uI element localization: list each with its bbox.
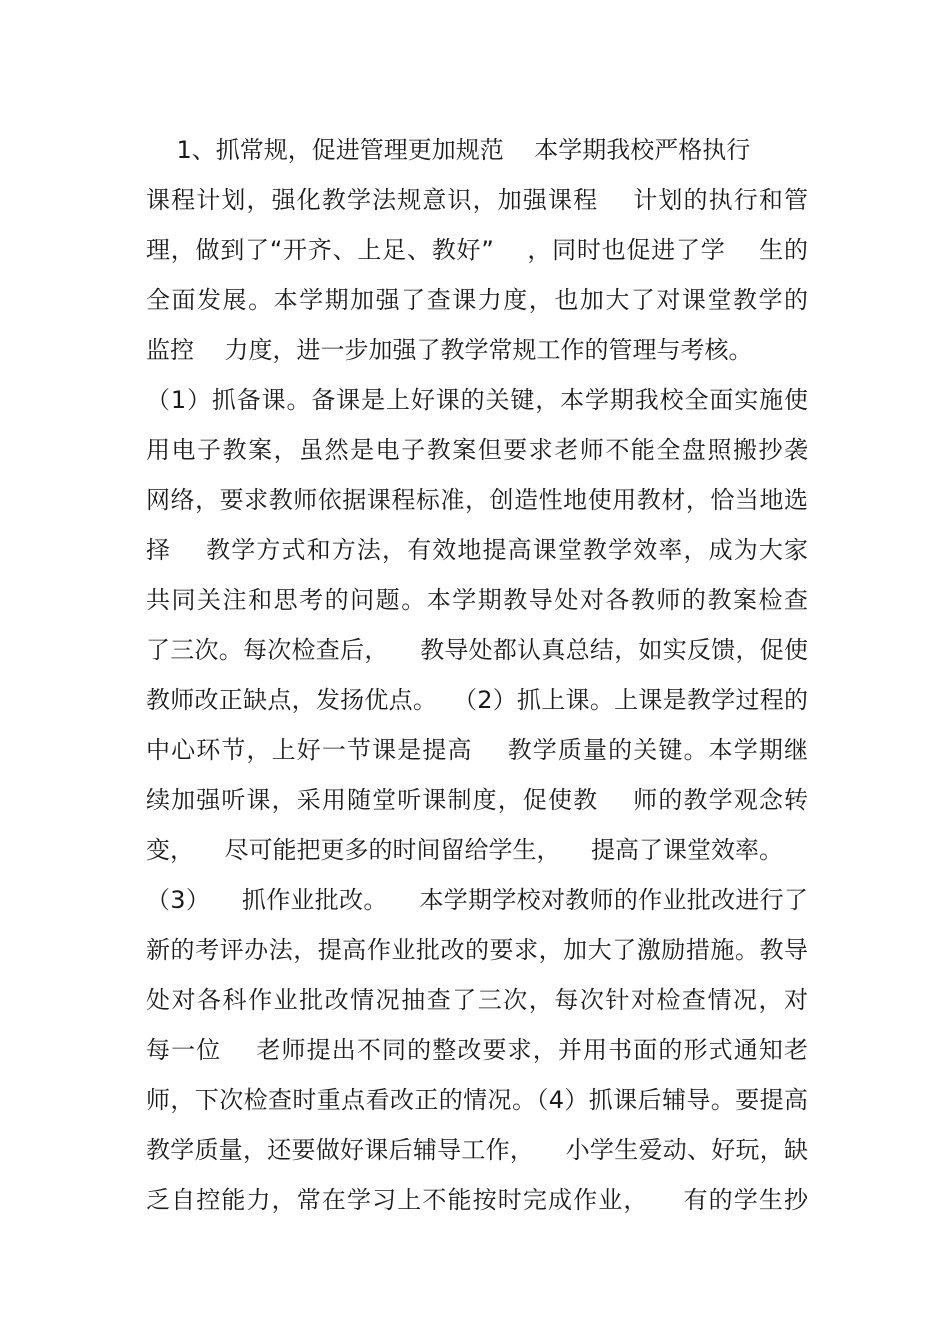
text-line: 每一位 老师提出不同的整改要求，并用书面的形式通知老	[146, 1036, 808, 1064]
text-line: 中心环节，上好一节课是提高 教学质量的关键。本学期继	[146, 736, 808, 764]
text-line: 乏自控能力，常在学习上不能按时完成作业， 有的学生抄	[146, 1186, 808, 1214]
text-line: 处对各科作业批改情况抽查了三次，每次针对检查情况，对	[146, 986, 808, 1014]
text-line: 1、抓常规，促进管理更加规范 本学期我校严格执行	[146, 136, 751, 164]
text-line: （3） 抓作业批改。 本学期学校对教师的作业批改进行了	[146, 886, 808, 914]
text-line: 理，做到了“开齐、上足、教好” ，同时也促进了学 生的	[146, 236, 808, 264]
text-line: 续加强听课，采用随堂听课制度，促使教 师的教学观念转	[146, 786, 808, 814]
text-line: 监控 力度，进一步加强了教学常规工作的管理与考核。	[146, 336, 753, 364]
text-line: 新的考评办法，提高作业批改的要求，加大了激励措施。教导	[146, 936, 808, 964]
text-line: 教师改正缺点，发扬优点。 （2）抓上课。上课是教学过程的	[146, 686, 808, 714]
text-line: 了三次。每次检查后， 教导处都认真总结，如实反馈，促使	[146, 636, 808, 664]
text-line: 共同关注和思考的问题。本学期教导处对各教师的教案检查	[146, 586, 808, 614]
text-line: 课程计划，强化教学法规意识，加强课程 计划的执行和管	[146, 186, 808, 214]
text-line: 全面发展。本学期加强了查课力度，也加大了对课堂教学的	[146, 286, 808, 314]
text-line: 择 教学方式和方法，有效地提高课堂教学效率，成为大家	[146, 536, 808, 564]
text-line: 教学质量，还要做好课后辅导工作， 小学生爱动、好玩，缺	[146, 1136, 808, 1164]
text-line: 网络，要求教师依据课程标准，创造性地使用教材，恰当地选	[146, 486, 808, 514]
body-text	[146, 125, 808, 1225]
text-line: 用电子教案，虽然是电子教案但要求老师不能全盘照搬抄袭	[146, 436, 808, 464]
text-line: （1）抓备课。备课是上好课的关键，本学期我校全面实施使	[146, 386, 808, 414]
text-line: 变， 尽可能把更多的时间留给学生， 提高了课堂效率。	[146, 836, 784, 864]
text-line: 师，下次检查时重点看改正的情况。（4）抓课后辅导。要提高	[146, 1086, 808, 1114]
